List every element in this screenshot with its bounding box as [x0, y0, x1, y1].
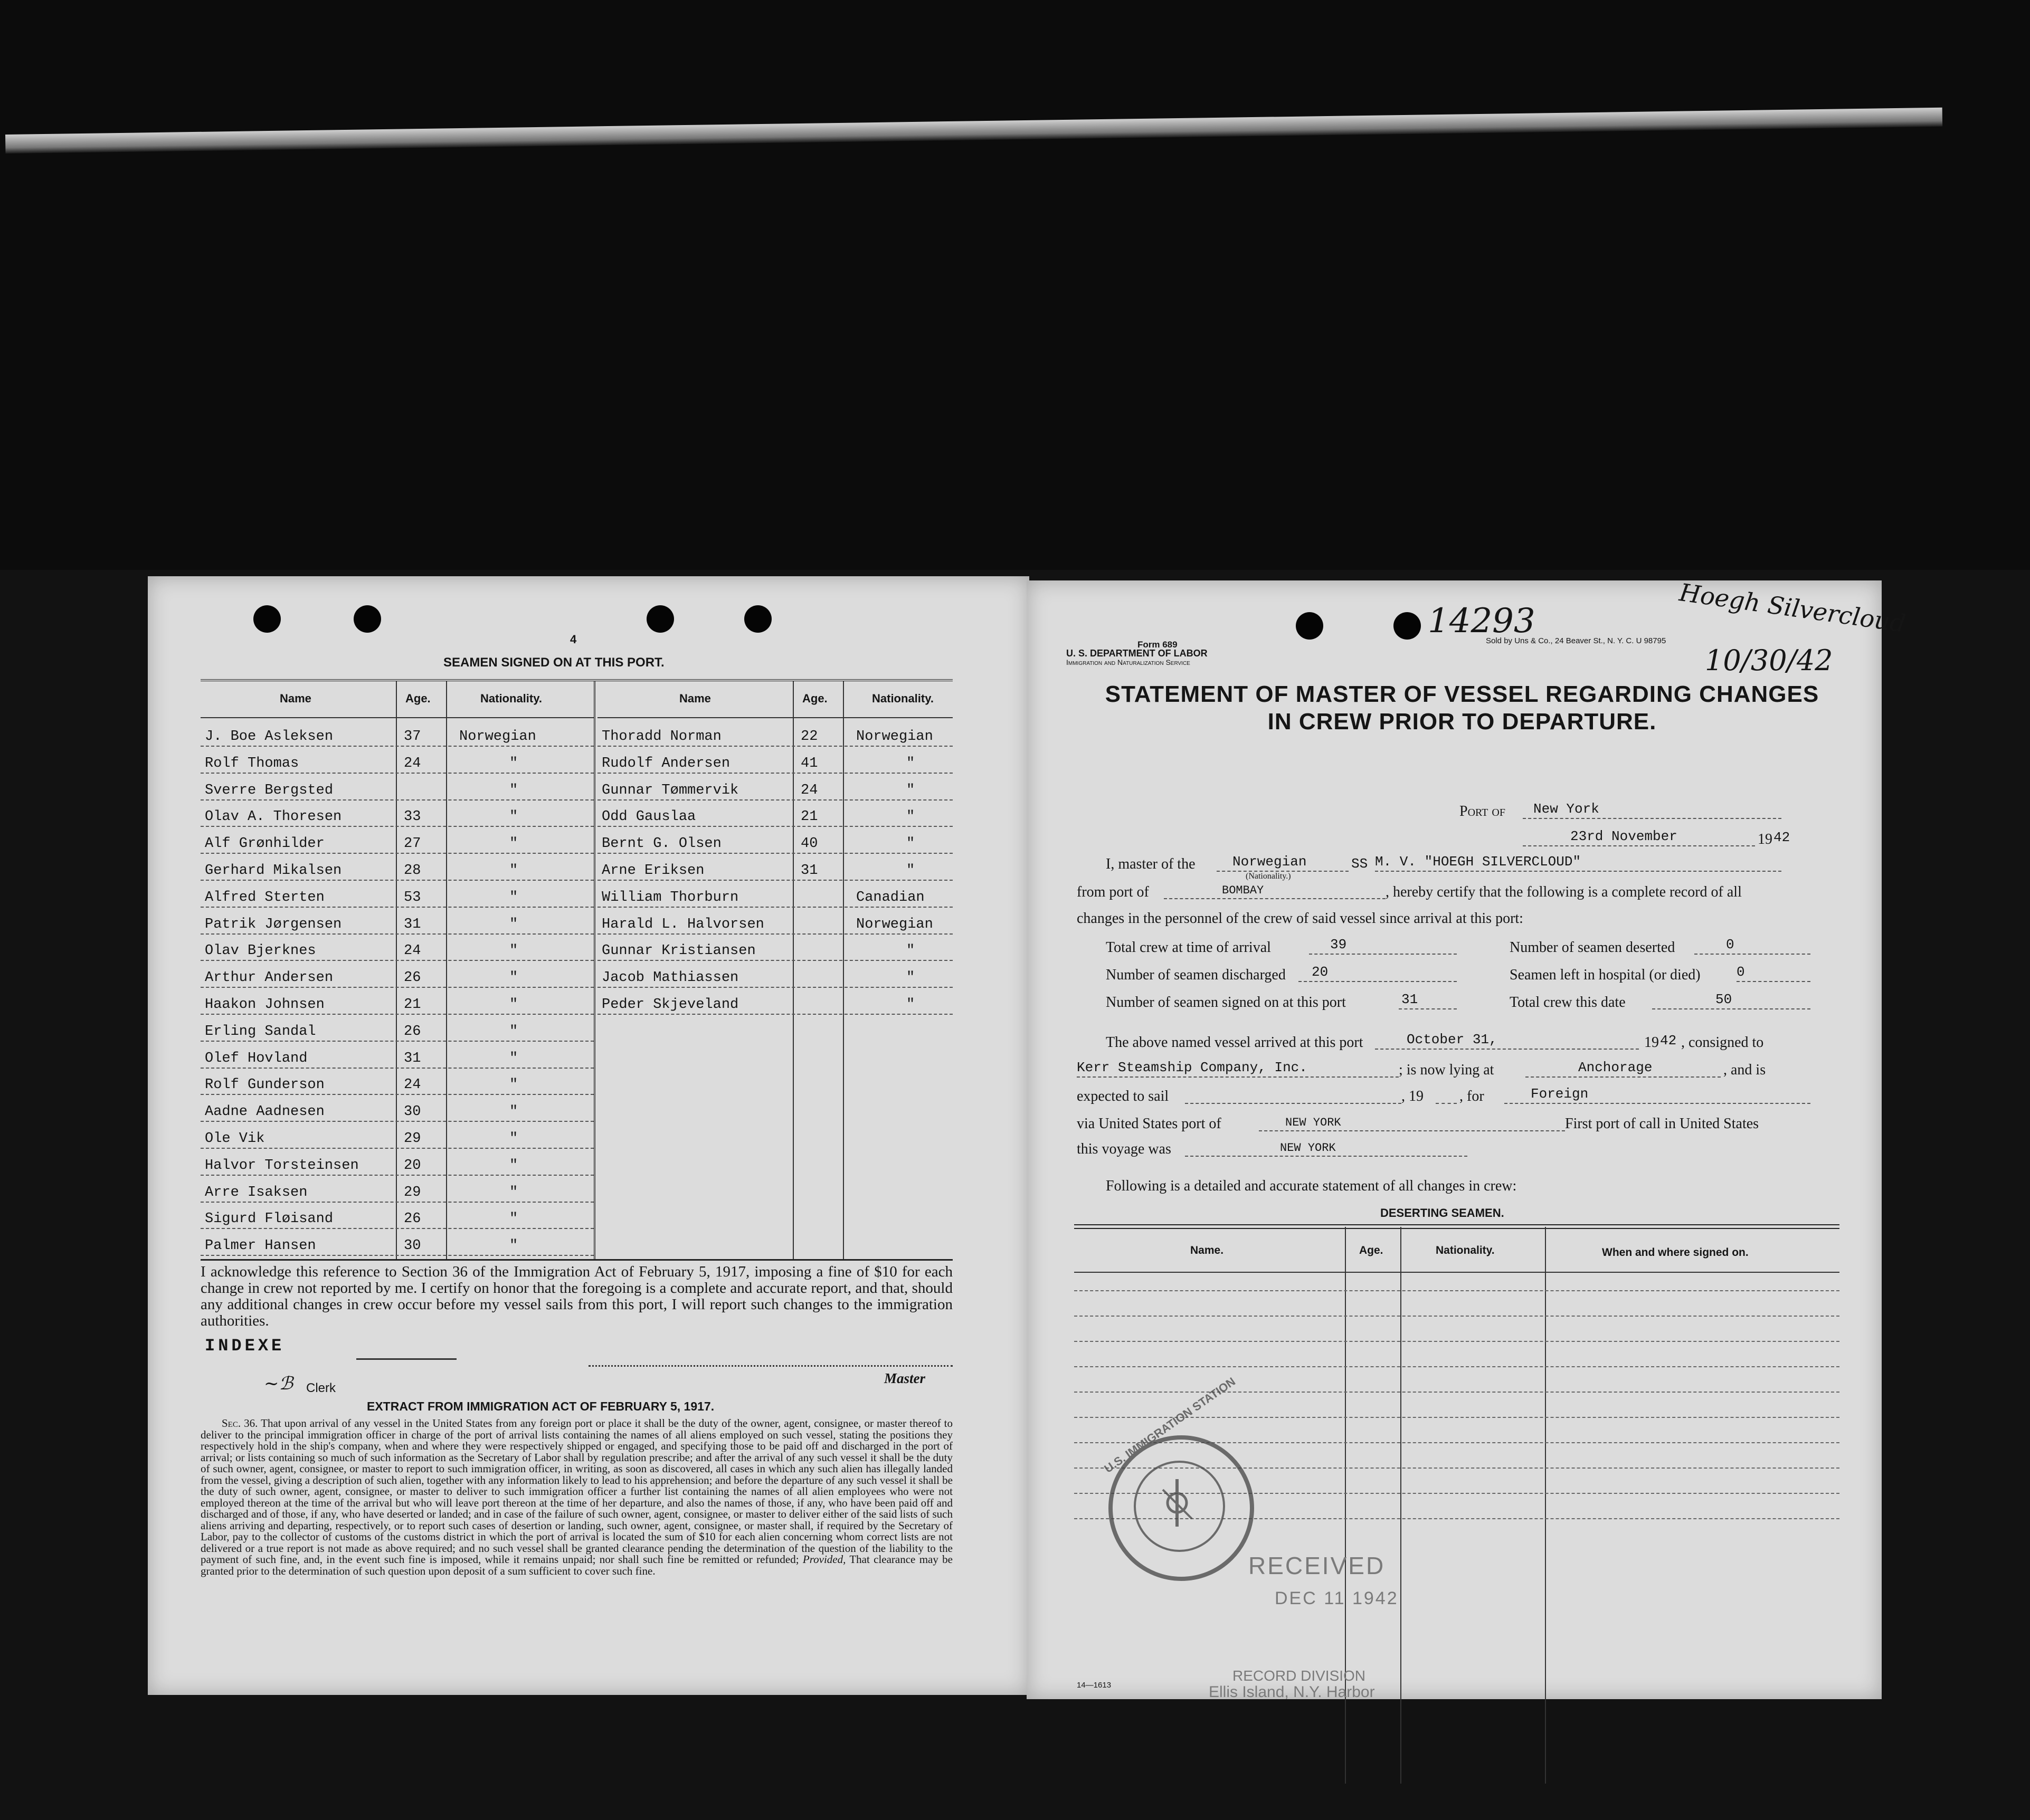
discharged-label: Number of seamen discharged	[1106, 967, 1286, 983]
crew-age: 26	[404, 1211, 421, 1227]
crew-row	[597, 773, 953, 801]
crew-name: Halvor Torsteinsen	[205, 1157, 359, 1174]
discharged-value: 20	[1312, 964, 1329, 980]
crew-row	[201, 1121, 594, 1149]
crew-row	[201, 907, 594, 935]
punch-hole	[354, 605, 381, 633]
form-title-line-2: IN CREW PRIOR TO DEPARTURE.	[1267, 709, 1657, 735]
vessel-type: SS	[1351, 856, 1368, 872]
signed-on-table-left	[201, 681, 595, 1259]
crew-row	[597, 933, 953, 961]
crew-name: Alf Grønhilder	[205, 836, 325, 852]
master-label: Master	[884, 1370, 926, 1386]
crew-nationality: Norwegian	[459, 729, 536, 745]
handwritten-vessel-note: Hoegh Silvercloud	[1677, 578, 1908, 638]
year-value: 42	[1773, 830, 1790, 845]
master-of-label: I, master of the	[1106, 856, 1196, 872]
crew-name: Ole Vik	[205, 1131, 265, 1147]
crew-row	[597, 826, 953, 854]
crew-row	[201, 773, 594, 801]
crew-age: 27	[404, 836, 421, 852]
form-title	[1079, 681, 1845, 736]
total-crew-date-label: Total crew this date	[1510, 994, 1626, 1011]
crew-nationality: "	[509, 1104, 518, 1120]
crew-age: 41	[801, 755, 818, 771]
crew-name: Jacob Mathiassen	[602, 970, 739, 986]
page-number: 4	[570, 633, 577, 646]
crew-nationality: "	[509, 997, 518, 1013]
year-blank: , 19	[1401, 1088, 1424, 1104]
service-name: Immigration and Naturalization Service	[1066, 658, 1190, 666]
following-text: Following is a detailed and accurate statement of all changes in crew:	[1106, 1178, 1517, 1194]
signed-on-table-right	[597, 681, 953, 1259]
nationality-caption: (Nationality.)	[1246, 872, 1291, 881]
crew-age: 30	[404, 1238, 421, 1254]
crew-name: Olef Hovland	[205, 1050, 308, 1066]
crew-nationality: "	[906, 863, 915, 879]
crew-row	[597, 746, 953, 774]
crew-name: Aadne Aadnesen	[205, 1104, 325, 1120]
desert-col-when-where: When and where signed on.	[1602, 1246, 1749, 1259]
crew-name: Arne Eriksen	[602, 863, 705, 879]
clerk-label: Clerk	[306, 1381, 336, 1395]
crew-row	[201, 933, 594, 961]
crew-age: 33	[404, 809, 421, 825]
arrived-date-field	[1375, 1032, 1639, 1050]
crew-age: 26	[404, 1023, 421, 1040]
punch-hole	[744, 605, 772, 633]
nationality-field	[1217, 854, 1349, 872]
hospital-value: 0	[1737, 964, 1745, 980]
crew-nationality: "	[509, 782, 518, 798]
crew-name: Olav Bjerknes	[205, 943, 316, 959]
crew-nationality: "	[509, 1050, 518, 1066]
crew-name: Sverre Bergsted	[205, 782, 334, 798]
header-rule	[597, 717, 953, 718]
deserting-blank-row	[1074, 1366, 1839, 1367]
form-number: Form 689	[1137, 640, 1178, 650]
destination-value: Foreign	[1531, 1086, 1589, 1102]
crew-row	[597, 987, 953, 1015]
master-signature-line	[589, 1365, 953, 1367]
arrived-year: 42	[1660, 1033, 1677, 1049]
discharged-field	[1298, 964, 1457, 982]
total-crew-arrival-label: Total crew at time of arrival	[1106, 939, 1271, 956]
deserting-blank-row	[1074, 1392, 1839, 1393]
crew-nationality: "	[509, 1077, 518, 1093]
via-port-value: NEW YORK	[1285, 1116, 1341, 1129]
crew-nationality: "	[906, 970, 915, 986]
seamen-signed-heading: SEAMEN SIGNED ON AT THIS PORT.	[443, 655, 665, 670]
nationality-value: Norwegian	[1232, 854, 1307, 870]
crew-name: Odd Gauslaa	[602, 809, 696, 825]
crew-row	[201, 746, 594, 774]
crew-nationality: "	[509, 970, 518, 986]
department-name: U. S. DEPARTMENT OF LABOR	[1066, 648, 1208, 659]
crew-name: Palmer Hansen	[205, 1238, 316, 1254]
column-divider	[1400, 1227, 1401, 1784]
consigned-label: , consigned to	[1681, 1034, 1764, 1051]
crew-age: 31	[404, 916, 421, 932]
punch-hole	[1393, 612, 1421, 640]
crew-nationality: "	[509, 1131, 518, 1147]
punch-hole	[647, 605, 674, 633]
crew-nationality: "	[906, 943, 915, 959]
stamp-text: U.S. IMMIGRATION STATION	[1102, 1375, 1238, 1476]
via-label: via United States port of	[1077, 1116, 1221, 1132]
printer-info: Sold by Uns & Co., 24 Beaver St., N. Y. C. U 98795	[1486, 636, 1666, 645]
crew-row	[201, 1014, 594, 1042]
crew-name: Olav A. Thoresen	[205, 809, 342, 825]
deserted-value: 0	[1726, 937, 1734, 952]
acknowledgement-text: I acknowledge this reference to Section 36 of the Immigration Act of February 5, 1917, imposing a fine of $10 for each change in crew not reported by me. I certify on honor that the foregoing is a complete and accurate report, and that, should any additional changes in crew occur before my vessel sails from this port, I will report such changes to the immigration authorities.	[201, 1263, 953, 1329]
crew-row	[201, 1228, 594, 1256]
left-page	[148, 576, 1029, 1695]
crew-nationality: Canadian	[856, 889, 925, 906]
crew-name: Gunnar Tømmervik	[602, 782, 739, 798]
for-label: , for	[1459, 1088, 1484, 1104]
crew-age: 21	[801, 809, 818, 825]
date-field	[1523, 828, 1755, 846]
crew-row	[201, 1041, 594, 1069]
crew-name: Haakon Johnsen	[205, 997, 325, 1013]
crew-row	[201, 1094, 594, 1122]
crew-row	[597, 880, 953, 908]
received-stamp: RECEIVED	[1248, 1552, 1386, 1579]
voyage-label: this voyage was	[1077, 1141, 1171, 1157]
clerk-signature-line	[356, 1358, 457, 1360]
and-is-label: , and is	[1723, 1062, 1766, 1078]
sail-year-field	[1436, 1086, 1457, 1104]
crew-nationality: "	[906, 782, 915, 798]
column-header-name: Name	[679, 692, 711, 705]
crew-nationality: "	[906, 755, 915, 771]
certify-text: , hereby certify that the following is a complete record of all	[1386, 884, 1742, 900]
desert-col-name: Name.	[1190, 1244, 1224, 1256]
crew-row	[201, 1175, 594, 1203]
punch-hole	[1296, 612, 1323, 640]
crew-name: Bernt G. Olsen	[602, 836, 722, 852]
crew-row	[201, 719, 594, 747]
crew-name: Erling Sandal	[205, 1023, 316, 1040]
table-top-rule	[1074, 1224, 1839, 1229]
crew-nationality: "	[509, 755, 518, 771]
crew-nationality: "	[906, 997, 915, 1013]
consignee-field	[1077, 1060, 1399, 1078]
crew-age: 31	[801, 863, 818, 879]
hospital-label: Seamen left in hospital (or died)	[1510, 967, 1701, 983]
date-value: 23rd November	[1570, 828, 1677, 844]
first-call-label: First port of call in United States	[1565, 1116, 1759, 1132]
crew-age: 24	[404, 943, 421, 959]
crew-name: Arthur Andersen	[205, 970, 334, 986]
crew-row	[201, 1068, 594, 1095]
crew-name: Peder Skjeveland	[602, 997, 739, 1013]
clerk-initials: ~ℬ	[264, 1373, 293, 1394]
crew-age: 22	[801, 729, 818, 745]
crew-age: 53	[404, 889, 421, 906]
crew-row	[201, 960, 594, 988]
crew-nationality: Norwegian	[856, 729, 933, 745]
deserted-label: Number of seamen deserted	[1510, 939, 1675, 956]
immigration-station-stamp	[1102, 1375, 1254, 1581]
scan-background	[0, 0, 2030, 570]
crew-nationality: "	[509, 1023, 518, 1040]
total-crew-arrival-field	[1309, 937, 1457, 955]
crew-nationality: "	[509, 1157, 518, 1174]
crew-age: 24	[404, 755, 421, 771]
crew-age: 37	[404, 729, 421, 745]
consignee-value: Kerr Steamship Company, Inc.	[1077, 1060, 1307, 1075]
crew-age: 21	[404, 997, 421, 1013]
crew-age: 24	[404, 1077, 421, 1093]
extract-section: Sec. 36.	[222, 1417, 258, 1430]
crew-row	[201, 880, 594, 908]
deserting-blank-row	[1074, 1290, 1839, 1291]
crew-nationality: Norwegian	[856, 916, 933, 932]
crew-row	[201, 987, 594, 1015]
crew-row	[597, 907, 953, 935]
signed-on-value: 31	[1401, 992, 1418, 1007]
signed-on-table	[201, 679, 953, 1261]
crew-row	[597, 853, 953, 881]
crew-nationality: "	[509, 889, 518, 906]
column-header-nationality: Nationality.	[480, 692, 542, 705]
destination-field	[1504, 1086, 1810, 1104]
arrived-label: The above named vessel arrived at this port	[1106, 1034, 1363, 1051]
desert-col-nationality: Nationality.	[1436, 1244, 1495, 1256]
extract-text: That upon arrival of any vessel in the United States from any foreign port or place it shall be the duty of the owner, agent, consignee, or master thereof to deliver to the principal immigration officer in charge of the port of arrival lists containing the names of all aliens employed on such vessel, stating the positions they respectively hold in the ship's company, when and where they were respectively shipped or engaged, and specifying those to be paid off and discharged in the port of arrival; or lists containing so much of such information as the Secretary of Labor shall by regulation prescribe; and after the arrival of any such vessel it shall be the duty of such owner, agent, consignee, or master to report to such immigration officer, in writing, as soon as discovered, all cases in which any such alien has illegally landed from the vessel, giving a description of such alien, together with any information likely to lead to his apprehension; and before the departure of any such vessel it shall be the duty of such owner, agent, consignee, or master to deliver to such immigration officer a further list containing the names of all alien employees who were not employed thereon at the time of the arrival but who will leave port thereon at the time of her departure, and also the names of those, if any, who have been paid off and discharged and of those, if any, who have deserted or landed; and in case of the failure of such owner, agent, consignee, or master to deliver either of the said lists of such aliens arriving and departing, respectively, or to report such cases of desertion or landing, such owner, agent, consignee, or master shall, if required by the Secretary of Labor, pay to the collector of customs of the customs district in which the port of arrival is located the sum of $10 for each alien concerning whom correct lists are not delivered or a true report is not made as above required; and no such vessel shall be granted clearance pending the determination of the question of the liability to the payment of such fine, and, in the event such fine is imposed, while it remains unpaid; nor shall such fine be remitted or refunded;	[201, 1417, 953, 1566]
footer-code: 14—1613	[1077, 1681, 1112, 1690]
port-field	[1523, 801, 1781, 819]
crew-name: William Thorburn	[602, 889, 739, 906]
crew-nationality: "	[509, 1184, 518, 1200]
crew-name: Rolf Gunderson	[205, 1077, 325, 1093]
signed-on-label: Number of seamen signed on at this port	[1106, 994, 1346, 1011]
crew-name: Rolf Thomas	[205, 755, 299, 771]
form-title-line-1: STATEMENT OF MASTER OF VESSEL REGARDING CHANGES	[1105, 681, 1819, 707]
deserting-heading: DESERTING SEAMEN.	[1380, 1206, 1504, 1219]
changes-text: changes in the personnel of the crew of said vessel since arrival at this port:	[1077, 910, 1523, 927]
column-header-age: Age.	[802, 692, 828, 705]
year-prefix: 19	[1758, 831, 1772, 847]
deserted-field	[1694, 937, 1810, 955]
sail-date-field	[1185, 1086, 1401, 1104]
handwritten-date-note: 10/30/42	[1705, 644, 1833, 677]
crew-age: 31	[404, 1050, 421, 1066]
crew-age: 28	[404, 863, 421, 879]
indexed-stamp: INDEXE	[205, 1336, 285, 1356]
crew-age: 29	[404, 1184, 421, 1200]
crew-age: 40	[801, 836, 818, 852]
crew-nationality: "	[509, 916, 518, 932]
crew-row	[597, 799, 953, 827]
crew-nationality: "	[906, 836, 915, 852]
crew-nationality: "	[509, 809, 518, 825]
crew-age: 20	[404, 1157, 421, 1174]
total-crew-date-field	[1652, 992, 1810, 1009]
crew-age: 24	[801, 782, 818, 798]
total-crew-date-value: 50	[1715, 992, 1732, 1007]
crew-name: Rudolf Andersen	[602, 755, 731, 771]
crew-name: Gunnar Kristiansen	[602, 943, 756, 959]
crew-row	[201, 1202, 594, 1229]
extract-body	[201, 1418, 953, 1577]
crew-row	[597, 719, 953, 747]
arrived-date: October 31,	[1407, 1032, 1497, 1047]
crew-row	[597, 960, 953, 988]
crew-nationality: "	[906, 809, 915, 825]
crew-age: 30	[404, 1104, 421, 1120]
crew-name: Harald L. Halvorsen	[602, 916, 764, 932]
deserting-blank-row	[1074, 1316, 1839, 1317]
crew-row	[201, 1148, 594, 1176]
ellis-island-label: Ellis Island, N.Y. Harbor	[1209, 1683, 1375, 1701]
from-port-label: from port of	[1077, 884, 1149, 900]
signed-on-field	[1399, 992, 1457, 1009]
first-call-field	[1185, 1139, 1467, 1157]
received-date: DEC 11 1942	[1275, 1588, 1399, 1608]
crew-name: Alfred Sterten	[205, 889, 325, 906]
crew-name: J. Boe Asleksen	[205, 729, 334, 745]
column-divider	[1545, 1227, 1546, 1784]
extract-provided: Provided,	[802, 1553, 846, 1566]
crew-name: Gerhard Mikalsen	[205, 863, 342, 879]
deserting-blank-row	[1074, 1341, 1839, 1342]
port-value: New York	[1533, 801, 1599, 817]
crew-row	[201, 826, 594, 854]
extract-tail: That clearance may be granted prior to the determination of such question upon deposit of a sum sufficient to cover such fine.	[201, 1553, 953, 1577]
crew-nationality: "	[509, 1211, 518, 1227]
crew-nationality: "	[509, 943, 518, 959]
file-number: 14293	[1428, 602, 1535, 641]
lying-at-field	[1525, 1060, 1721, 1078]
vessel-name-field	[1375, 854, 1781, 872]
crew-nationality: "	[509, 1238, 518, 1254]
crew-nationality: "	[509, 836, 518, 852]
year-prefix: 19	[1644, 1034, 1659, 1051]
crew-row	[201, 799, 594, 827]
vessel-name: M. V. "HOEGH SILVERCLOUD"	[1375, 854, 1581, 870]
crew-age: 29	[404, 1131, 421, 1147]
total-crew-arrival-value: 39	[1330, 937, 1347, 952]
lying-at-value: Anchorage	[1578, 1060, 1653, 1075]
crew-age: 26	[404, 970, 421, 986]
column-header-nationality: Nationality.	[872, 692, 934, 705]
from-port-field	[1164, 881, 1386, 899]
first-call-value: NEW YORK	[1280, 1141, 1336, 1155]
desert-col-age: Age.	[1359, 1244, 1383, 1256]
from-port-value: BOMBAY	[1222, 884, 1264, 897]
column-header-name: Name	[280, 692, 311, 705]
header-rule	[201, 717, 594, 718]
crew-nationality: "	[509, 863, 518, 879]
column-header-age: Age.	[405, 692, 431, 705]
extract-title: EXTRACT FROM IMMIGRATION ACT OF FEBRUARY 5, 1917.	[367, 1399, 715, 1413]
crew-name: Thoradd Norman	[602, 729, 722, 745]
expected-label: expected to sail	[1077, 1088, 1169, 1104]
via-port-field	[1259, 1113, 1565, 1131]
crew-name: Arre Isaksen	[205, 1184, 308, 1200]
lying-label: ; is now lying at	[1399, 1062, 1494, 1078]
punch-hole	[253, 605, 281, 633]
hospital-field	[1737, 964, 1810, 982]
port-label: Port of	[1459, 803, 1505, 820]
crew-name: Patrik Jørgensen	[205, 916, 342, 932]
record-division: RECORD DIVISION	[1232, 1667, 1366, 1684]
crew-name: Sigurd Fløisand	[205, 1211, 334, 1227]
crew-row	[201, 853, 594, 881]
header-rule	[1074, 1272, 1839, 1273]
